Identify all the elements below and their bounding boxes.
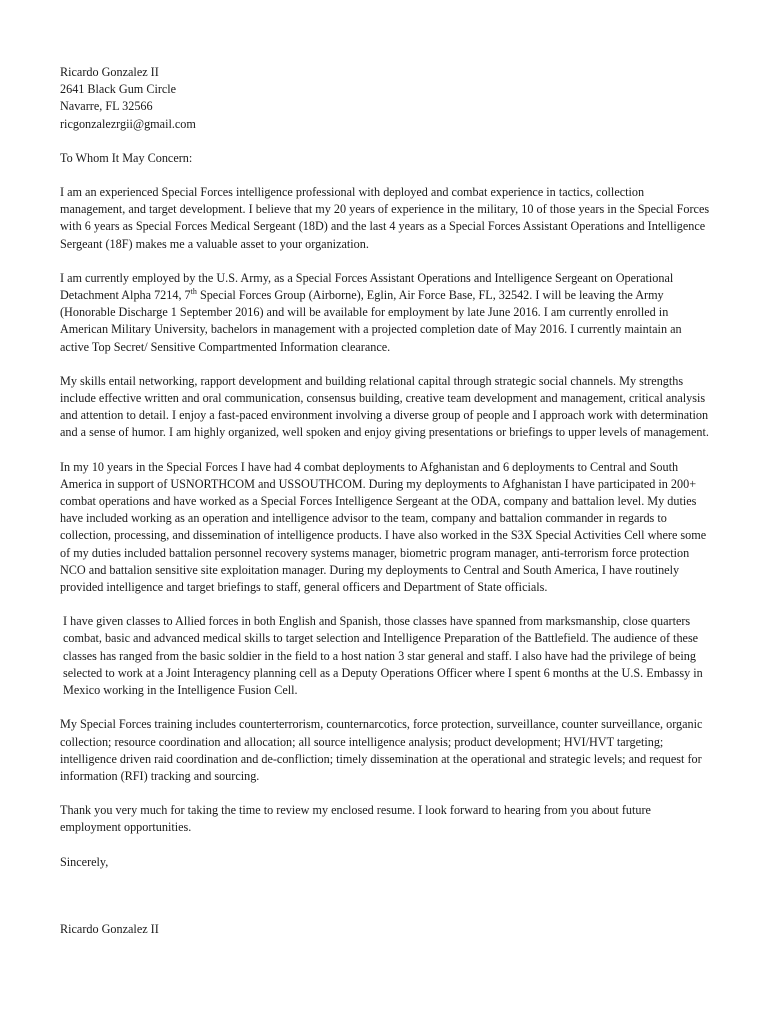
paragraph-thanks: Thank you very much for taking the time to review my enclosed resume. I look forward to hearing from you about future employment opportunities. [60,803,651,835]
paragraph-intro: I am an experienced Special Forces intelligence professional with deployed and combat experience in tactics, collection management, and target development. I believe that my 20 years of experience in the military, 10 of those years in the Special Forces with 6 years as Special Forces Medical Sergeant (18D) and the last 4 years as a Special Forces Assistant Operations and Intelligence Sergeant (18F) makes me a valuable asset to your organization. [60,185,710,251]
paragraph-employment-part-1: I am currently employed by the U.S. Army, as a Special Forces Assistant Operations and Intelligence Sergeant on Operational Detachment Alpha 7214, 7 [60,270,674,303]
signature-name: Ricardo Gonzalez II [60,921,159,936]
sender-name: Ricardo Gonzalez II [60,65,159,79]
sender-city-state-zip: Navarre, FL 32566 [60,99,153,114]
paragraph-skills: My skills entail networking, rapport development and building relational capital through strategic social channels. My strengths include effective written and oral communication, consensus building, creative team development and management, critical analysis and attention to detail. I enjoy a fast-paced environment involving a diverse group of people and I approach work with determination and a sense of humor. I am highly organized, well spoken and enjoy giving presentations or briefings to upper levels of management. [60,373,709,440]
sender-address-block [60,64,710,133]
closing: Sincerely, [60,854,109,869]
salutation: To Whom It May Concern: [60,150,193,165]
paragraph-training: My Special Forces training includes counterterrorism, counternarcotics, force protection, surveillance, counter surveillance, organic collection; resource coordination and allocation; all source intelligence analysis; product development; HVI/HVT targeting; intelligence driven raid coordination and de-confliction; timely dissemination at the operational and strategic levels; and request for information (RFI) tracking and sourcing. [60,717,703,783]
paragraph-classes: I have given classes to Allied forces in both English and Spanish, those classes have spanned from marksmanship, close quarters combat, basic and advanced medical skills to target selection and Intelligence Preparation of the Battlefield. The audience of these classes has ranged from the basic soldier in the field to a host nation 3 star general and staff. I also have had the privilege of being selected to work at a Joint Interagency planning cell as a Deputy Operations Officer where I spent 6 months at the U.S. Embassy in Mexico working in the Intelligence Fusion Cell. [63,614,703,698]
paragraph-employment-part-2: Special Forces Group (Airborne), Eglin, Air Force Base, FL, 32542. I will be leaving the Army (Honorable Discharge 1 September 2016) and will be available for employment by late June 2016. I am currently enrolled in American Military University, bachelors in management with a projected completion date of May 2016. I currently maintain an active Top Secret/ Sensitive Compartmented Information clearance. [60,288,682,354]
sender-email: ricgonzalezrgii@gmail.com [60,116,196,131]
paragraph-employment [60,270,710,356]
ordinal-superscript: th [190,286,197,296]
paragraph-experience: In my 10 years in the Special Forces I have had 4 combat deployments to Afghanistan and 6 deployments to Central and South America in support of USNORTHCOM and USSOUTHCOM. During my deployments to Afghanistan I have participated in 200+ combat operations and have worked as a Special Forces Intelligence Sergeant at the ODA, company and battalion level. My duties have included working as an operation and intelligence advisor to the team, company and battalion commander in regards to collection, processing, and dissemination of intelligence products. I have also worked in the S3X Special Activities Cell where some of my duties included battalion personnel recovery systems manager, biometric program manager, anti-terrorism force protection NCO and battalion sensitive site exploitation manager. During my deployments to Central and South America, I have routinely provided intelligence and target briefings to staff, general officers and Department of State officials. [60,459,707,595]
sender-street: 2641 Black Gum Circle [60,82,177,97]
cover-letter [60,64,710,938]
